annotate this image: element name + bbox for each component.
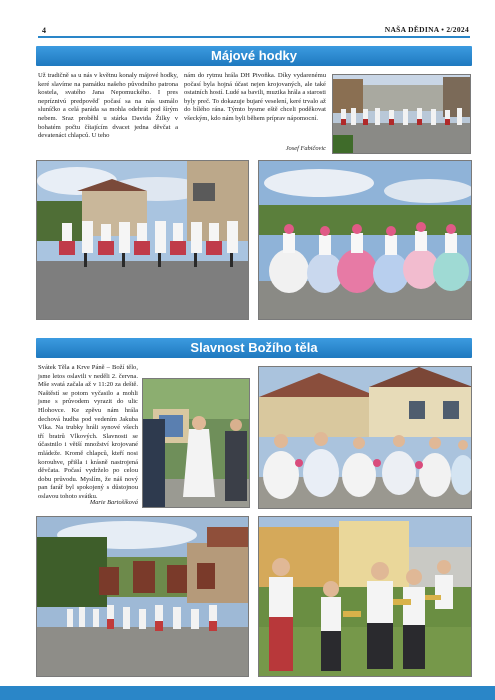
page-number: 4 [42,26,46,35]
section-title-bar [36,338,472,358]
article2-text: Svátek Těla a Krve Páně – Boží tělo, jsme letos oslavili v neděli 2. června. Mše svatá začala až v 11:20 za deště. Naštěstí se potom vyčasilo a mohli jsme s průvodem vyrazit do ulic Hlohovce. Ke zpěvu nám hrála dechová hudba pod vedením Jakuba Vlka. Na trubky hráli synové všech tří bratrů Vlkových. Slavnosti se účastnilo i větší množství krojované mládeže. Kromě chlapců, kteří nosi korouhve, přišla i krásně nastrojená děvčata. Počasí vydrželo po celou dobu průvodu. Myslím, že náš nový pan farář byl spokojený s důstojnou oslavou tohoto svátku. [38,364,138,500]
photo-girls-costumes [258,160,472,320]
article1-column-2: nám do rytmu hrála DH Pivoňka. Díky vydarenému počasí byla hojná účast nejen krojovaných, ale také ostatních hostí. Ludé sa bavili, muzika hrála a starosti byly preč. To dokazuje bujaré veselení, keré trvalo až do bílého rána. Týmto bysme eště chceli poděkovat všeckým, kdo nám byli během príprav nápomocní. [184,72,326,122]
article2-title: Slavnost Božího těla [190,340,318,355]
issue-label: NAŠA DĚDINA • 2/2024 [384,25,469,34]
photo-priest-altar [142,378,250,508]
photo-procession-banners [36,516,249,677]
article1-column-1: Už tradičně sa u nás v květnu konaly májové hodky, keré slavíme na památku našeho původního patrona kostela, svatého Jana Nepomuckého. I pres nepríznivú predpověď počasí sa na nás usmálo sluníčko a celá paráda sa mohla odehrát pod šírým nebem. Sraz proběhl u stárka Davida Žilky v bohatém počtu čítajícím dvacet jedna děvčat a devatenáct chlapců. U teho [38,72,178,140]
photo-street-procession-small [332,74,471,154]
article1-title: Májové hodky [211,48,297,63]
footer-bar [0,686,495,700]
header-rule [38,36,470,38]
photo-group-by-house [36,160,249,320]
photo-girls-flowers [258,366,472,509]
article1-signature: Josef Fabičovic [285,145,326,152]
section-title-bar [36,46,472,66]
photo-brass-band [258,516,472,677]
article2-signature: Marie Bartošíková [89,499,138,506]
